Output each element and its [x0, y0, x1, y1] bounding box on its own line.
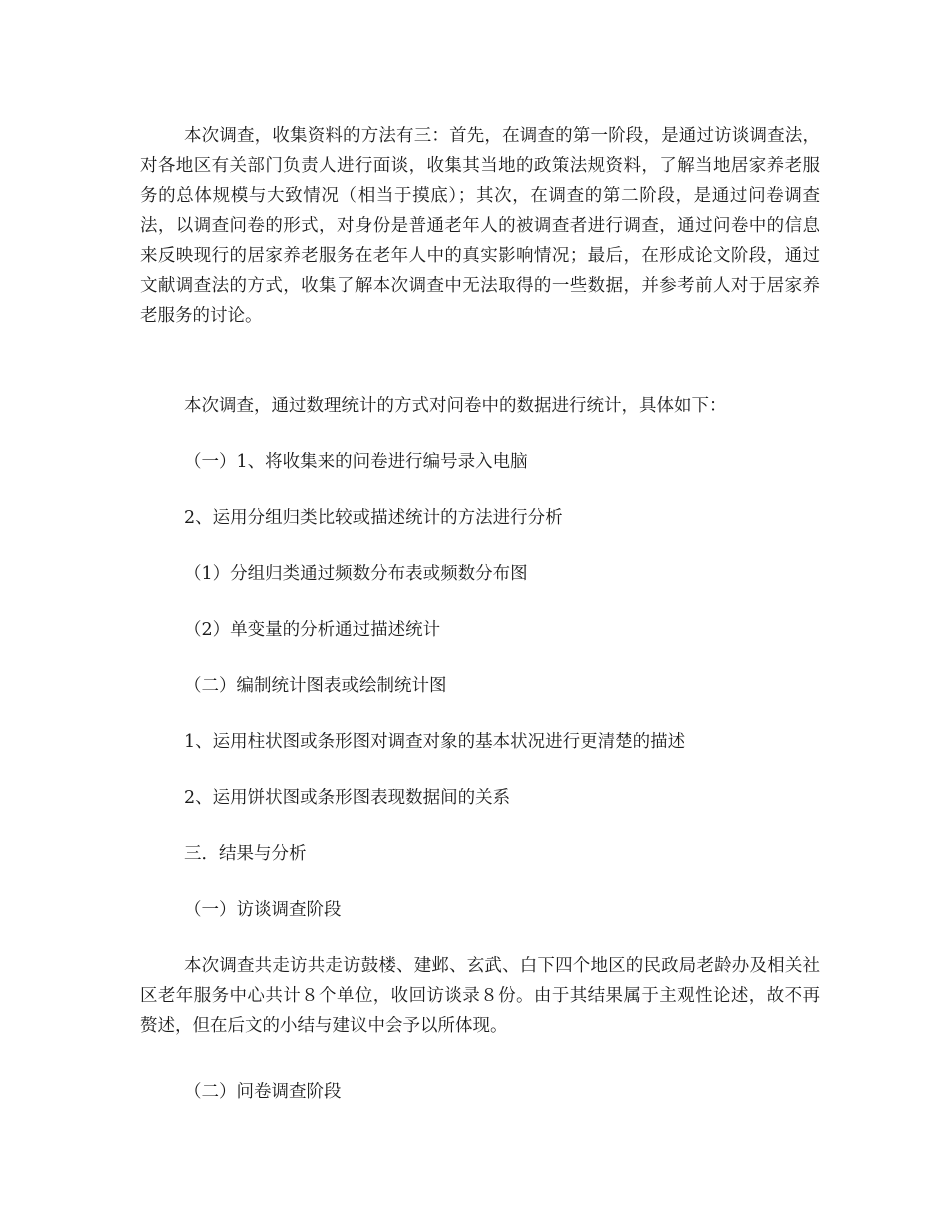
subsection-heading-interview-stage: （一）访谈调查阶段 — [184, 900, 342, 920]
paragraph-statistics-intro: 本次调查，通过数理统计的方式对问卷中的数据进行统计，具体如下： — [184, 396, 727, 416]
list-item-bar-chart-description: 1、运用柱状图或条形图对调查对象的基本状况进行更清楚的描述 — [184, 732, 686, 752]
list-item-encode-questionnaires: （一）1、将收集来的问卷进行编号录入电脑 — [184, 452, 528, 472]
list-item-group-analysis: 2、运用分组归类比较或描述统计的方法进行分析 — [184, 508, 563, 528]
paragraph-data-collection-methods: 本次调查，收集资料的方法有三：首先，在调查的第一阶段，是通过访谈调查法，对各地区有关部门负责人进行面谈，收集其当地的政策法规资料，了解当地居家养老服务的总体规模与大致情况（相当于摸底）；其次，在调查的第二阶段，是通过问卷调查法，以调查问卷的形式，对身份是普通老年人的被调查者进行调查，通过问卷中的信息来反映现行的居家养老服务在老年人中的真实影响情况；最后，在形成论文阶段，通过文献调查法的方式，收集了解本次调查中无法取得的一些数据，并参考前人对于居家养老服务的讨论。 — [140, 126, 820, 326]
list-item-univariate-analysis: （2）单变量的分析通过描述统计 — [184, 620, 441, 640]
list-item-compile-charts: （二）编制统计图表或绘制统计图 — [184, 676, 447, 696]
section-heading-results: 三．结果与分析 — [184, 844, 307, 864]
list-item-frequency-distribution: （1）分组归类通过频数分布表或频数分布图 — [184, 564, 528, 584]
paragraph-interview-results: 本次调查共走访共走访鼓楼、建邺、玄武、白下四个地区的民政局老龄办及相关社区老年服务中心共计８个单位，收回访谈录８份。由于其结果属于主观性论述，故不再赘述，但在后文的小结与建议中会予以所体现。 — [140, 956, 820, 1036]
subsection-heading-questionnaire-stage: （二）问卷调查阶段 — [184, 1082, 342, 1102]
list-item-pie-chart-relations: 2、运用饼状图或条形图表现数据间的关系 — [184, 788, 511, 808]
